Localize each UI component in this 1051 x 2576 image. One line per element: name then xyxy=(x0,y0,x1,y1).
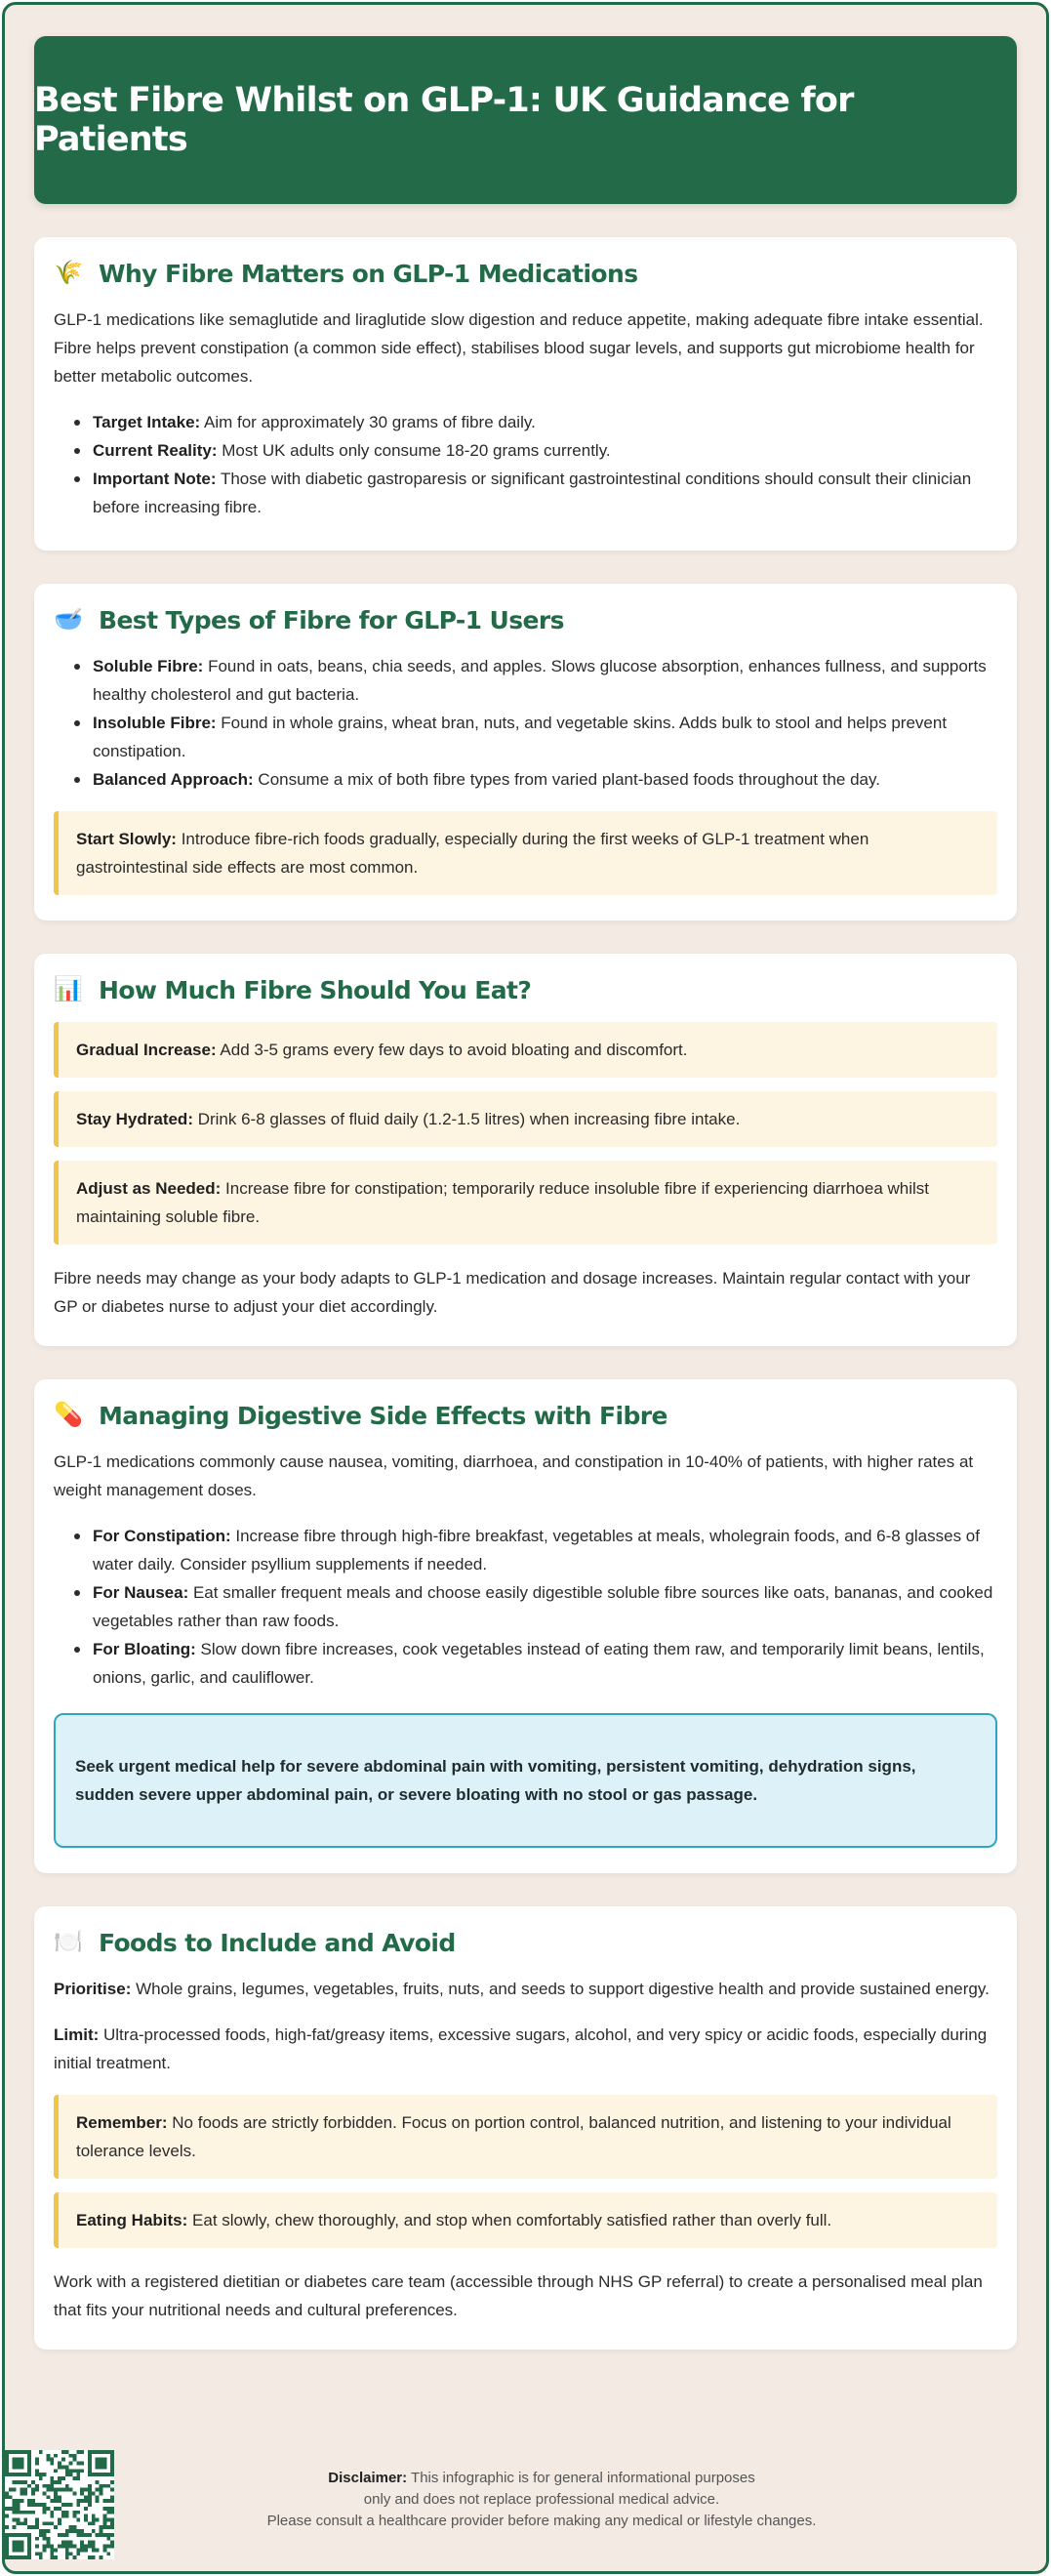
tip-callout: Start Slowly: Introduce fibre-rich foods gradually, especially during the first weeks of GLP-1 treatment when gastrointestinal side effects are most common. xyxy=(54,811,997,895)
section-fibre-types xyxy=(34,584,1017,920)
prioritise-text: Prioritise: Whole grains, legumes, vegetables, fruits, nuts, and seeds to support digestive health and provide sustained energy. xyxy=(54,1980,990,1998)
wheat-icon: 🌾 xyxy=(54,260,83,286)
section-title: Managing Digestive Side Effects with Fibre xyxy=(99,1401,667,1430)
section-why-fibre xyxy=(34,237,1017,551)
section-intro: GLP-1 medications commonly cause nausea, vomiting, diarrhoea, and constipation in 10-40% of patients, with higher rates at weight management doses. xyxy=(54,1452,974,1499)
list-item: For Nausea: Eat smaller frequent meals and choose easily digestible soluble fibre sources like oats, bananas, and cooked vegetables rather than raw foods. xyxy=(93,1578,997,1635)
plate-icon: 🍽️ xyxy=(54,1929,83,1955)
bullet-list xyxy=(54,408,997,521)
list-item: Balanced Approach: Consume a mix of both fibre types from varied plant-based foods throughout the day. xyxy=(93,765,997,794)
tip-callout: Stay Hydrated: Drink 6-8 glasses of fluid daily (1.2-1.5 litres) when increasing fibre intake. xyxy=(54,1091,997,1147)
list-item: Insoluble Fibre: Found in whole grains, wheat bran, nuts, and vegetable skins. Adds bulk to stool and helps prevent constipation. xyxy=(93,709,997,765)
disclaimer: Disclaimer: This infographic is for general informational purposes only and does not replace professional medical advice. Please consult a healthcare provider before making any medical or lifestyle changes. xyxy=(266,2470,817,2529)
tip-callout: Remember: No foods are strictly forbidden. Focus on portion control, balanced nutrition, and listening to your individual tolerance levels. xyxy=(54,2095,997,2179)
section-foods xyxy=(34,1906,1017,2350)
bowl-icon: 🥣 xyxy=(54,606,83,633)
section-title: Foods to Include and Avoid xyxy=(99,1928,456,1957)
bullet-list xyxy=(54,652,997,794)
limit-text: Limit: Ultra-processed foods, high-fat/greasy items, excessive sugars, alcohol, and very spicy or acidic foods, especially during initial treatment. xyxy=(54,2025,988,2072)
qr-code-icon[interactable] xyxy=(5,2450,114,2559)
section-title: Best Types of Fibre for GLP-1 Users xyxy=(99,605,564,634)
tip-callout: Adjust as Needed: Increase fibre for constipation; temporarily reduce insoluble fibre if experiencing diarrhoea whilst maintaining soluble fibre. xyxy=(54,1161,997,1245)
list-item: For Bloating: Slow down fibre increases, cook vegetables instead of eating them raw, and temporarily limit beans, lentils, onions, garlic, and cauliflower. xyxy=(93,1635,997,1692)
section-title: Why Fibre Matters on GLP-1 Medications xyxy=(99,259,638,288)
pill-icon: 💊 xyxy=(54,1402,83,1428)
section-side-effects xyxy=(34,1379,1017,1873)
tip-callout: Gradual Increase: Add 3-5 grams every few days to avoid bloating and discomfort. xyxy=(54,1022,997,1078)
bullet-list xyxy=(54,1522,997,1692)
list-item: For Constipation: Increase fibre through high-fibre breakfast, vegetables at meals, wholegrain foods, and 6-8 glasses of water daily. Consider psyllium supplements if needed. xyxy=(93,1522,997,1578)
infographic-frame xyxy=(2,2,1049,2574)
list-item: Soluble Fibre: Found in oats, beans, chia seeds, and apples. Slows glucose absorption, enhances fullness, and supports healthy cholesterol and gut bacteria. xyxy=(93,652,997,709)
page-footer xyxy=(5,2450,1042,2562)
section-fibre-amount xyxy=(34,954,1017,1346)
list-item: Current Reality: Most UK adults only consume 18-20 grams currently. xyxy=(93,436,997,465)
section-outro: Work with a registered dietitian or diabetes care team (accessible through NHS GP referral) to create a personalised meal plan that fits your nutritional needs and cultural preferences. xyxy=(54,2272,983,2319)
urgent-help-alert: Seek urgent medical help for severe abdominal pain with vomiting, persistent vomiting, dehydration signs, sudden severe upper abdominal pain, or severe bloating with no stool or gas passage. xyxy=(54,1713,997,1848)
section-intro: GLP-1 medications like semaglutide and liraglutide slow digestion and reduce appetite, making adequate fibre intake essential. Fibre helps prevent constipation (a common side effect), stabilises blood sugar levels, and supports gut microbiome health for better metabolic outcomes. xyxy=(54,310,984,386)
list-item: Target Intake: Aim for approximately 30 grams of fibre daily. xyxy=(93,408,997,436)
page-title: Best Fibre Whilst on GLP-1: UK Guidance for Patients xyxy=(34,81,854,159)
chart-icon: 📊 xyxy=(54,976,83,1002)
page-header xyxy=(34,36,1017,204)
section-outro: Fibre needs may change as your body adapts to GLP-1 medication and dosage increases. Maintain regular contact with your GP or diabetes nurse to adjust your diet accordingly. xyxy=(54,1269,971,1316)
list-item: Important Note: Those with diabetic gastroparesis or significant gastrointestinal conditions should consult their clinician before increasing fibre. xyxy=(93,465,997,521)
section-title: How Much Fibre Should You Eat? xyxy=(99,975,532,1004)
tip-callout: Eating Habits: Eat slowly, chew thoroughly, and stop when comfortably satisfied rather than overly full. xyxy=(54,2192,997,2248)
